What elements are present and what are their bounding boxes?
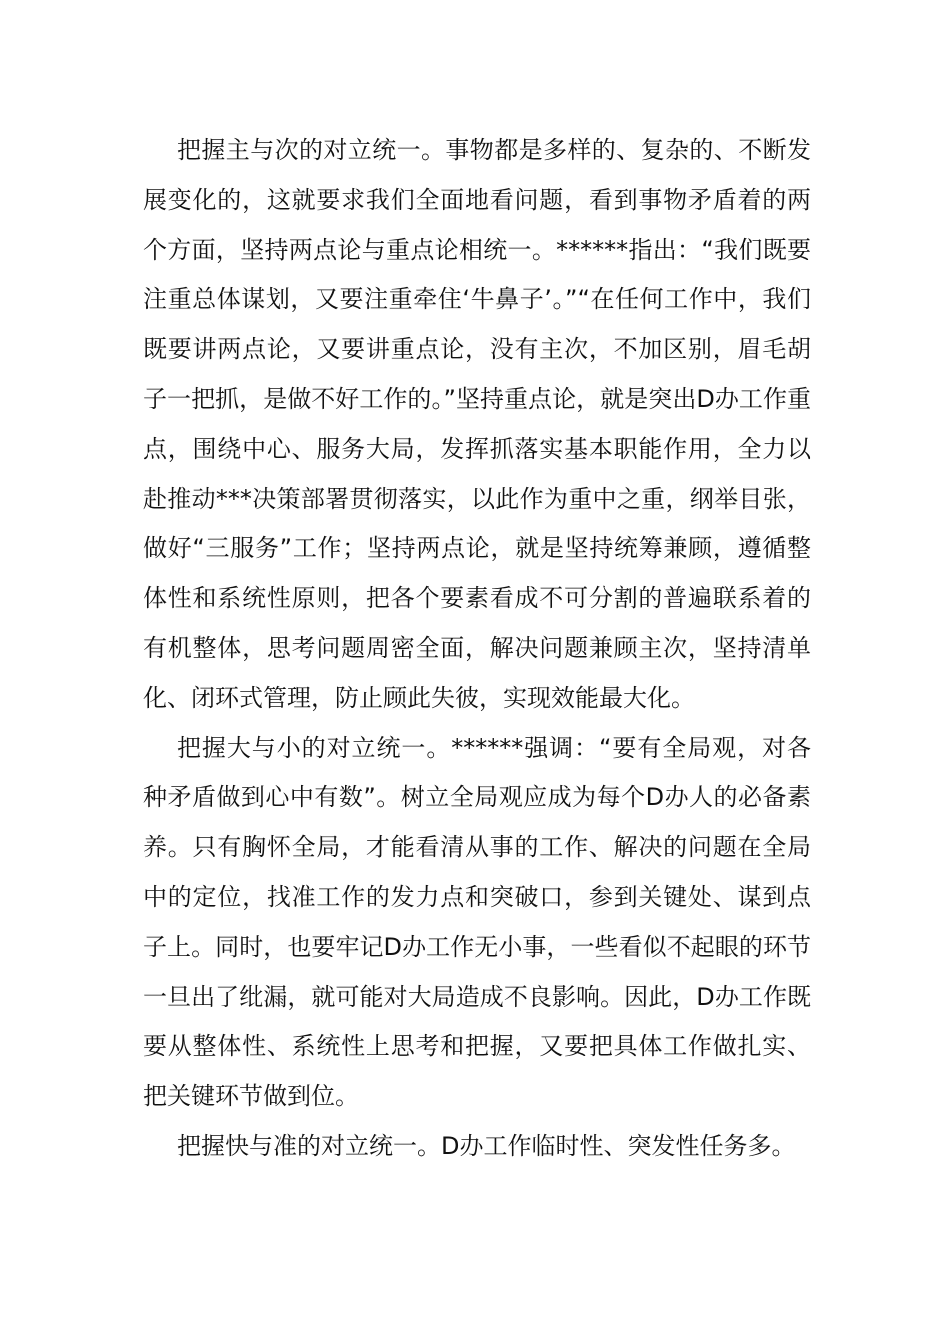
paragraph-fast-accurate: 把握快与准的对立统一。D办工作临时性、突发性任务多。 — [177, 1131, 796, 1160]
paragraph-primary-secondary: 把握主与次的对立统一。事物都是多样的、复杂的、不断发展变化的，这就要求我们全面地看问题，看到事物矛盾着的两个方面，坚持两点论与重点论相统一。******指出：“我们既要注重总体谋划，又要注重牵住‘牛鼻子’。”“在任何工作中，我们既要讲两点论，又要讲重点论，没有主次，不加区别，眉毛胡子一把抓，是做不好工作的。”坚持重点论，就是突出D办工作重点，围绕中心、服务大局，发挥抓落实基本职能作用，全力以赴推动***决策部署贯彻落实，以此作为重中之重，纲举目张，做好“三服务”工作；坚持两点论，就是坚持统筹兼顾，遵循整体性和系统性原则，把各个要素看成不可分割的普遍联系着的有机整体，思考问题周密全面，解决问题兼顾主次，坚持清单化、闭环式管理，防止顾此失彼，实现效能最大化。 — [143, 136, 811, 712]
paragraph-big-small: 把握大与小的对立统一。******强调：“要有全局观，对各种矛盾做到心中有数”。树立全局观应成为每个D办人的必备素养。只有胸怀全局，才能看清从事的工作、解决的问题在全局中的定位，找准工作的发力点和突破口，参到关键处、谋到点子上。同时，也要牢记D办工作无小事，一些看似不起眼的环节一旦出了纰漏，就可能对大局造成不良影响。因此，D办工作既要从整体性、系统性上思考和把握，又要把具体工作做扎实、把关键环节做到位。 — [143, 733, 811, 1111]
document-page — [143, 126, 811, 1172]
